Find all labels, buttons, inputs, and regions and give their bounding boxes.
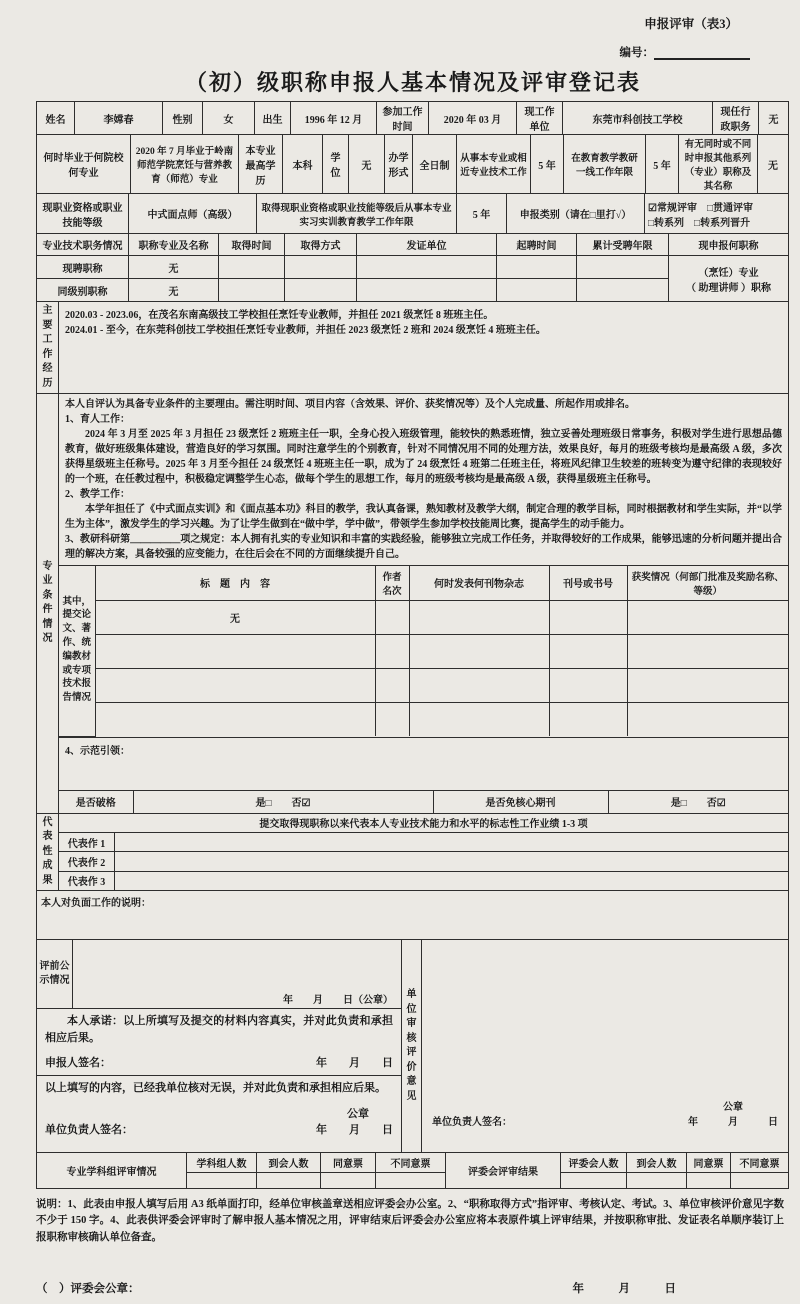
admin-post-value: 无 bbox=[759, 102, 789, 135]
unit-review-cell bbox=[422, 940, 789, 1153]
committee-agree-value bbox=[687, 1173, 731, 1189]
unit-review-sign-row bbox=[432, 1098, 778, 1128]
highest-edu-label: 本专业最高学历 bbox=[239, 135, 283, 194]
committee-agree-header: 同意票 bbox=[687, 1153, 731, 1173]
hire-time-header: 起聘时间 bbox=[497, 234, 577, 256]
pub-header-issue-no: 刊号或书号 bbox=[549, 566, 627, 600]
pub-row1-journal bbox=[409, 600, 549, 634]
same-level-obtain-way bbox=[285, 279, 357, 302]
pub-row3-award bbox=[627, 668, 788, 702]
group-agree-header: 同意票 bbox=[321, 1153, 376, 1173]
unit-check-date: 年 月 日 bbox=[316, 1123, 393, 1136]
negative-note-label: 本人对负面工作的说明： bbox=[41, 898, 151, 909]
conditions-item4-title: 4、示范引领： bbox=[65, 745, 130, 757]
work-history-label: 主要工作经历 bbox=[37, 302, 59, 394]
core-journal-label: 是否免核心期刊 bbox=[433, 791, 608, 813]
current-title-obtain-way bbox=[285, 256, 357, 279]
conditions-item2-body: 本学年担任了《中式面点实训》和《面点基本功》科目的教学，我认真备课，熟知教材及教学大纲，制定合理的教学目标，同时根据教材和学生实际，并“以学生为主体”，激发学生的学习兴趣。为了让学生做到在“做中学，学中做”，带领学生参加学校技能周比赛，提高学生的动手能力。 bbox=[65, 504, 782, 530]
qualification-after-years: 5 年 bbox=[457, 194, 507, 234]
applying-title-line2: （ 助理讲师 ）职称 bbox=[686, 282, 771, 294]
same-level-issuer bbox=[357, 279, 497, 302]
serial-row bbox=[36, 44, 790, 60]
degree-value: 无 bbox=[349, 135, 385, 194]
title-status-table bbox=[36, 233, 789, 302]
footer-seal-row bbox=[36, 1280, 736, 1296]
title-status-section-label: 专业技术职务情况 bbox=[37, 234, 129, 256]
applying-title-header: 现申报何职称 bbox=[669, 234, 789, 256]
publicity-cell bbox=[73, 940, 402, 1009]
representative-section-label: 代表性成果 bbox=[37, 813, 59, 891]
same-level-title-label: 同级别职称 bbox=[37, 279, 129, 302]
pub-row4-award bbox=[627, 702, 788, 736]
applying-title-value bbox=[669, 256, 789, 302]
publications-table bbox=[59, 566, 788, 737]
commitment-text: 本人承诺：以上所填写及提交的材料内容真实，并对此负责和承担相应后果。 bbox=[45, 1015, 393, 1044]
join-label: 参加工作时间 bbox=[377, 102, 429, 135]
pub-row2-title bbox=[95, 634, 375, 668]
publicity-label: 评前公示情况 bbox=[37, 940, 73, 1009]
issuer-header: 发证单位 bbox=[357, 234, 497, 256]
exceptional-checkboxes: 是□ 否☑ bbox=[133, 791, 433, 813]
publications-label: 其中，提交论文、著作、统编教材或专项技术报告情况 bbox=[59, 566, 95, 736]
applying-title-line1: （烹饪）专业 bbox=[698, 267, 759, 279]
negative-note-table bbox=[36, 890, 789, 940]
rep-work-1-label: 代表作 1 bbox=[59, 832, 115, 851]
related-work-label: 从事本专业或相近专业技术工作 bbox=[457, 135, 531, 194]
pub-row2-journal bbox=[409, 634, 549, 668]
corner-tag: 申报评审（表3） bbox=[644, 17, 738, 31]
pub-row3-title bbox=[95, 668, 375, 702]
committee-present-header: 到会人数 bbox=[627, 1153, 687, 1173]
committee-disagree-header: 不同意票 bbox=[731, 1153, 789, 1173]
group-members-value bbox=[187, 1173, 257, 1189]
committee-review-label: 评委会评审结果 bbox=[446, 1153, 561, 1189]
unit-check-sign-row bbox=[45, 1121, 393, 1137]
unit-review-date: 年 月 日 bbox=[688, 1117, 778, 1128]
current-title-obtain-time bbox=[219, 256, 285, 279]
qualification-label: 现职业资格或职业技能等级 bbox=[37, 194, 129, 234]
pub-row3-issue bbox=[549, 668, 627, 702]
publicity-date: 年 月 日（公章） bbox=[283, 995, 393, 1006]
pub-row3-author bbox=[375, 668, 409, 702]
pub-row2-author bbox=[375, 634, 409, 668]
obtain-time-header: 取得时间 bbox=[219, 234, 285, 256]
unit-review-sign-label: 单位负责人签名： bbox=[432, 1117, 512, 1128]
conditions-text-cell bbox=[59, 394, 789, 566]
applicant-sign-label: 申报人签名： bbox=[45, 1057, 111, 1069]
highest-edu-value: 本科 bbox=[283, 135, 323, 194]
conditions-section-label: 专业条件情况 bbox=[37, 394, 59, 814]
pub-row4-journal bbox=[409, 702, 549, 736]
gender-value: 女 bbox=[203, 102, 255, 135]
category-checkbox-line2: □转系列 □转系列晋升 bbox=[648, 217, 751, 229]
committee-seal-label: （ ）评委会公章： bbox=[36, 1282, 140, 1295]
demonstration-cell bbox=[59, 737, 789, 790]
flags-cell bbox=[59, 790, 789, 813]
current-title-value: 无 bbox=[129, 256, 219, 279]
apply-category-label: 申报类别（请在□里打√） bbox=[507, 194, 645, 234]
related-work-years: 5 年 bbox=[531, 135, 564, 194]
rep-work-3-value bbox=[115, 871, 789, 890]
conditions-table bbox=[36, 393, 789, 814]
pub-row4-title bbox=[95, 702, 375, 736]
employer-label: 现工作单位 bbox=[517, 102, 563, 135]
commitment-sign-row bbox=[45, 1054, 393, 1070]
pub-row2-issue bbox=[549, 634, 627, 668]
birth-label: 出生 bbox=[255, 102, 291, 135]
category-checkbox-line1: ☑常规评审 □贯通评审 bbox=[648, 202, 754, 214]
review-results-table bbox=[36, 1152, 789, 1189]
work-history-table bbox=[36, 301, 789, 394]
core-journal-checkboxes: 是□ 否☑ bbox=[670, 798, 726, 809]
commitment-date: 年 月 日 bbox=[316, 1057, 393, 1069]
pub-header-author-rank: 作者名次 bbox=[375, 566, 409, 600]
pub-header-title: 标 题 内 容 bbox=[95, 566, 375, 600]
rep-work-1-value bbox=[115, 832, 789, 851]
work-history-line-2: 2024.01 - 至今，在东莞科创技工学校担任烹饪专业教师，并担任 2023 级烹饪 2 班和 2024 级烹饪 4 班班主任。 bbox=[65, 325, 546, 336]
schooling-mode-value: 全日制 bbox=[413, 135, 457, 194]
serial-blank-line bbox=[654, 46, 750, 60]
pub-header-journal: 何时发表何刊物杂志 bbox=[409, 566, 549, 600]
representative-table bbox=[36, 813, 789, 892]
frontline-label: 在教育教学教研一线工作年限 bbox=[564, 135, 646, 194]
current-title-label: 现聘职称 bbox=[37, 256, 129, 279]
basic-info-table bbox=[36, 101, 789, 135]
conditions-item1-title: 1、育人工作： bbox=[65, 414, 130, 425]
pub-row4-author bbox=[375, 702, 409, 736]
group-present-header: 到会人数 bbox=[257, 1153, 321, 1173]
pub-row3-journal bbox=[409, 668, 549, 702]
publications-cell bbox=[59, 566, 789, 738]
pub-row1-award bbox=[627, 600, 788, 634]
current-title-hire-years bbox=[577, 256, 669, 279]
footer-note: 说明：1、此表由申报人填写后用 A3 纸单面打印，经单位审核盖章送相应评委会办公室。2、“职称取得方式”指评审、考核认定、考试。3、单位审核评价意见字数不少于 150 字。4、此表供评委会评审时了解申报人基本情况之用，评审结束后评委会办公室应将本表原件填上评审结果，并按职称审批、发证表名单顺序装订上报职称审核确认单位备查。 bbox=[36, 1199, 784, 1243]
group-present-value bbox=[257, 1173, 321, 1189]
pub-row1-title: 无 bbox=[95, 600, 375, 634]
same-level-title-value: 无 bbox=[129, 279, 219, 302]
current-title-hire-time bbox=[497, 256, 577, 279]
conditions-item3 bbox=[65, 532, 782, 562]
title-name-header: 职称专业及名称 bbox=[129, 234, 219, 256]
group-disagree-value bbox=[376, 1173, 446, 1189]
conditions-intro: 本人自评认为具备专业条件的主要理由。需注明时间、项目内容（含效果、评价、获奖情况等）及个人完成量、所起作用或排名。 bbox=[65, 399, 635, 410]
apply-category-checkboxes bbox=[645, 194, 789, 234]
conditions-item2-title: 2、教学工作： bbox=[65, 489, 130, 500]
same-level-obtain-time bbox=[219, 279, 285, 302]
same-level-hire-years bbox=[577, 279, 669, 302]
committee-members-value bbox=[561, 1173, 627, 1189]
pub-row1-author bbox=[375, 600, 409, 634]
unit-review-label: 单位审核评价意见 bbox=[402, 940, 422, 1153]
page-title: （初）级职称申报人基本情况及评审登记表 bbox=[184, 70, 641, 95]
current-title-issuer bbox=[357, 256, 497, 279]
unit-review-seal-date bbox=[688, 1098, 778, 1128]
rep-work-3-label: 代表作 3 bbox=[59, 871, 115, 890]
birth-value: 1996 年 12 月 bbox=[291, 102, 377, 135]
group-agree-value bbox=[321, 1173, 376, 1189]
education-table bbox=[36, 134, 789, 194]
unit-leader-sign-label: 单位负责人签名： bbox=[45, 1123, 133, 1136]
representative-header: 提交取得现职称以来代表本人专业技术能力和水平的标志性工作业绩 1-3 项 bbox=[59, 813, 789, 832]
qualification-after-label: 取得现职业资格或职业技能等级后从事本专业实习实训教育教学工作年限 bbox=[257, 194, 457, 234]
conditions-item3-title: 3、教研科研第＿＿＿＿＿项之规定： bbox=[65, 534, 231, 545]
employer-value: 东莞市科创技工学校 bbox=[563, 102, 713, 135]
frontline-years: 5 年 bbox=[646, 135, 679, 194]
pub-row4-issue bbox=[549, 702, 627, 736]
rep-work-2-label: 代表作 2 bbox=[59, 852, 115, 871]
committee-present-value bbox=[627, 1173, 687, 1189]
qualification-table bbox=[36, 193, 789, 234]
join-value: 2020 年 03 月 bbox=[429, 102, 517, 135]
serial-label: 编号： bbox=[619, 47, 654, 59]
graduation-value: 2020 年 7 月毕业于岭南师范学院烹饪与营养教育（师范）专业 bbox=[131, 135, 239, 194]
conditions-item3-body: 本人拥有扎实的专业知识和丰富的实践经验，能够独立完成工作任务，并取得较好的工作成果，能够迅速的分析问题并提出合理的解决方案，具备较强的应变能力，在往后会在不同的方面继续提升自己。 bbox=[65, 534, 783, 560]
admin-post-label: 现任行政职务 bbox=[713, 102, 759, 135]
schooling-mode-label: 办学形式 bbox=[385, 135, 413, 194]
graduation-label: 何时毕业于何院校何专业 bbox=[37, 135, 131, 194]
group-disagree-header: 不同意票 bbox=[376, 1153, 446, 1173]
name-label: 姓名 bbox=[37, 102, 75, 135]
commitment-cell bbox=[37, 1009, 402, 1076]
pub-row1-issue bbox=[549, 600, 627, 634]
other-series-label: 有无同时或不同时申报其他系列（专业）职称及其名称 bbox=[679, 135, 758, 194]
unit-check-seal: 公章 bbox=[347, 1107, 369, 1120]
same-level-hire-time bbox=[497, 279, 577, 302]
hire-years-header: 累计受聘年限 bbox=[577, 234, 669, 256]
signoff-table bbox=[36, 939, 789, 1153]
unit-review-seal: 公章 bbox=[723, 1102, 743, 1113]
work-history-content bbox=[59, 302, 789, 394]
footer-date: 年 月 日 bbox=[572, 1282, 676, 1295]
pub-row2-award bbox=[627, 634, 788, 668]
conditions-item1-body: 2024 年 3 月至 2025 年 3 月担任 23 级烹饪 2 班班主任一职，全身心投入班级管理，能较快的熟悉班情，独立妥善处理班级日常事务，积极对学生进行思想品德教育，做好班级集体建设，营造良好的学习氛围。同时注意学生的个别教育，针对不同情况用不同的处理方法，效果良好，每月的班级考核均是最高级 A 级，多次获得星级班主任称号。2025 年 3 月至今担任 24 级烹饪 4 班班主任一职，成为了 24 级烹饪 4 班第二任班主任，将班风纪律卫生较差的班转变为遵守纪律的表现较好的一个班，在任教过程中，积极稳定调整学生心态，做每个学生的思想工作，每月的班级考核均是最高级 A 级，获得星级班主任称号。 bbox=[65, 429, 782, 485]
committee-disagree-value bbox=[731, 1173, 789, 1189]
committee-members-header: 评委会人数 bbox=[561, 1153, 627, 1173]
work-history-line-1: 2020.03 - 2023.06，在茂名东南高级技工学校担任烹饪专业教师，并担任 2021 级烹饪 8 班班主任。 bbox=[65, 310, 494, 321]
group-members-header: 学科组人数 bbox=[187, 1153, 257, 1173]
pub-header-award: 获奖情况（何部门批准及奖励名称、等级） bbox=[627, 566, 788, 600]
unit-check-cell bbox=[37, 1076, 402, 1153]
other-series-value: 无 bbox=[758, 135, 789, 194]
obtain-way-header: 取得方式 bbox=[285, 234, 357, 256]
degree-label: 学位 bbox=[323, 135, 349, 194]
unit-check-text: 以上填写的内容，已经我单位核对无误，并对此负责和承担相应后果。 bbox=[45, 1082, 386, 1094]
negative-note-cell bbox=[37, 891, 789, 940]
group-review-label: 专业学科组评审情况 bbox=[37, 1153, 187, 1189]
qualification-value: 中式面点师（高级） bbox=[129, 194, 257, 234]
exceptional-label: 是否破格 bbox=[59, 791, 133, 813]
name-value: 李嫦春 bbox=[75, 102, 163, 135]
rep-work-2-value bbox=[115, 852, 789, 871]
gender-label: 性别 bbox=[163, 102, 203, 135]
flags-table bbox=[59, 791, 788, 813]
